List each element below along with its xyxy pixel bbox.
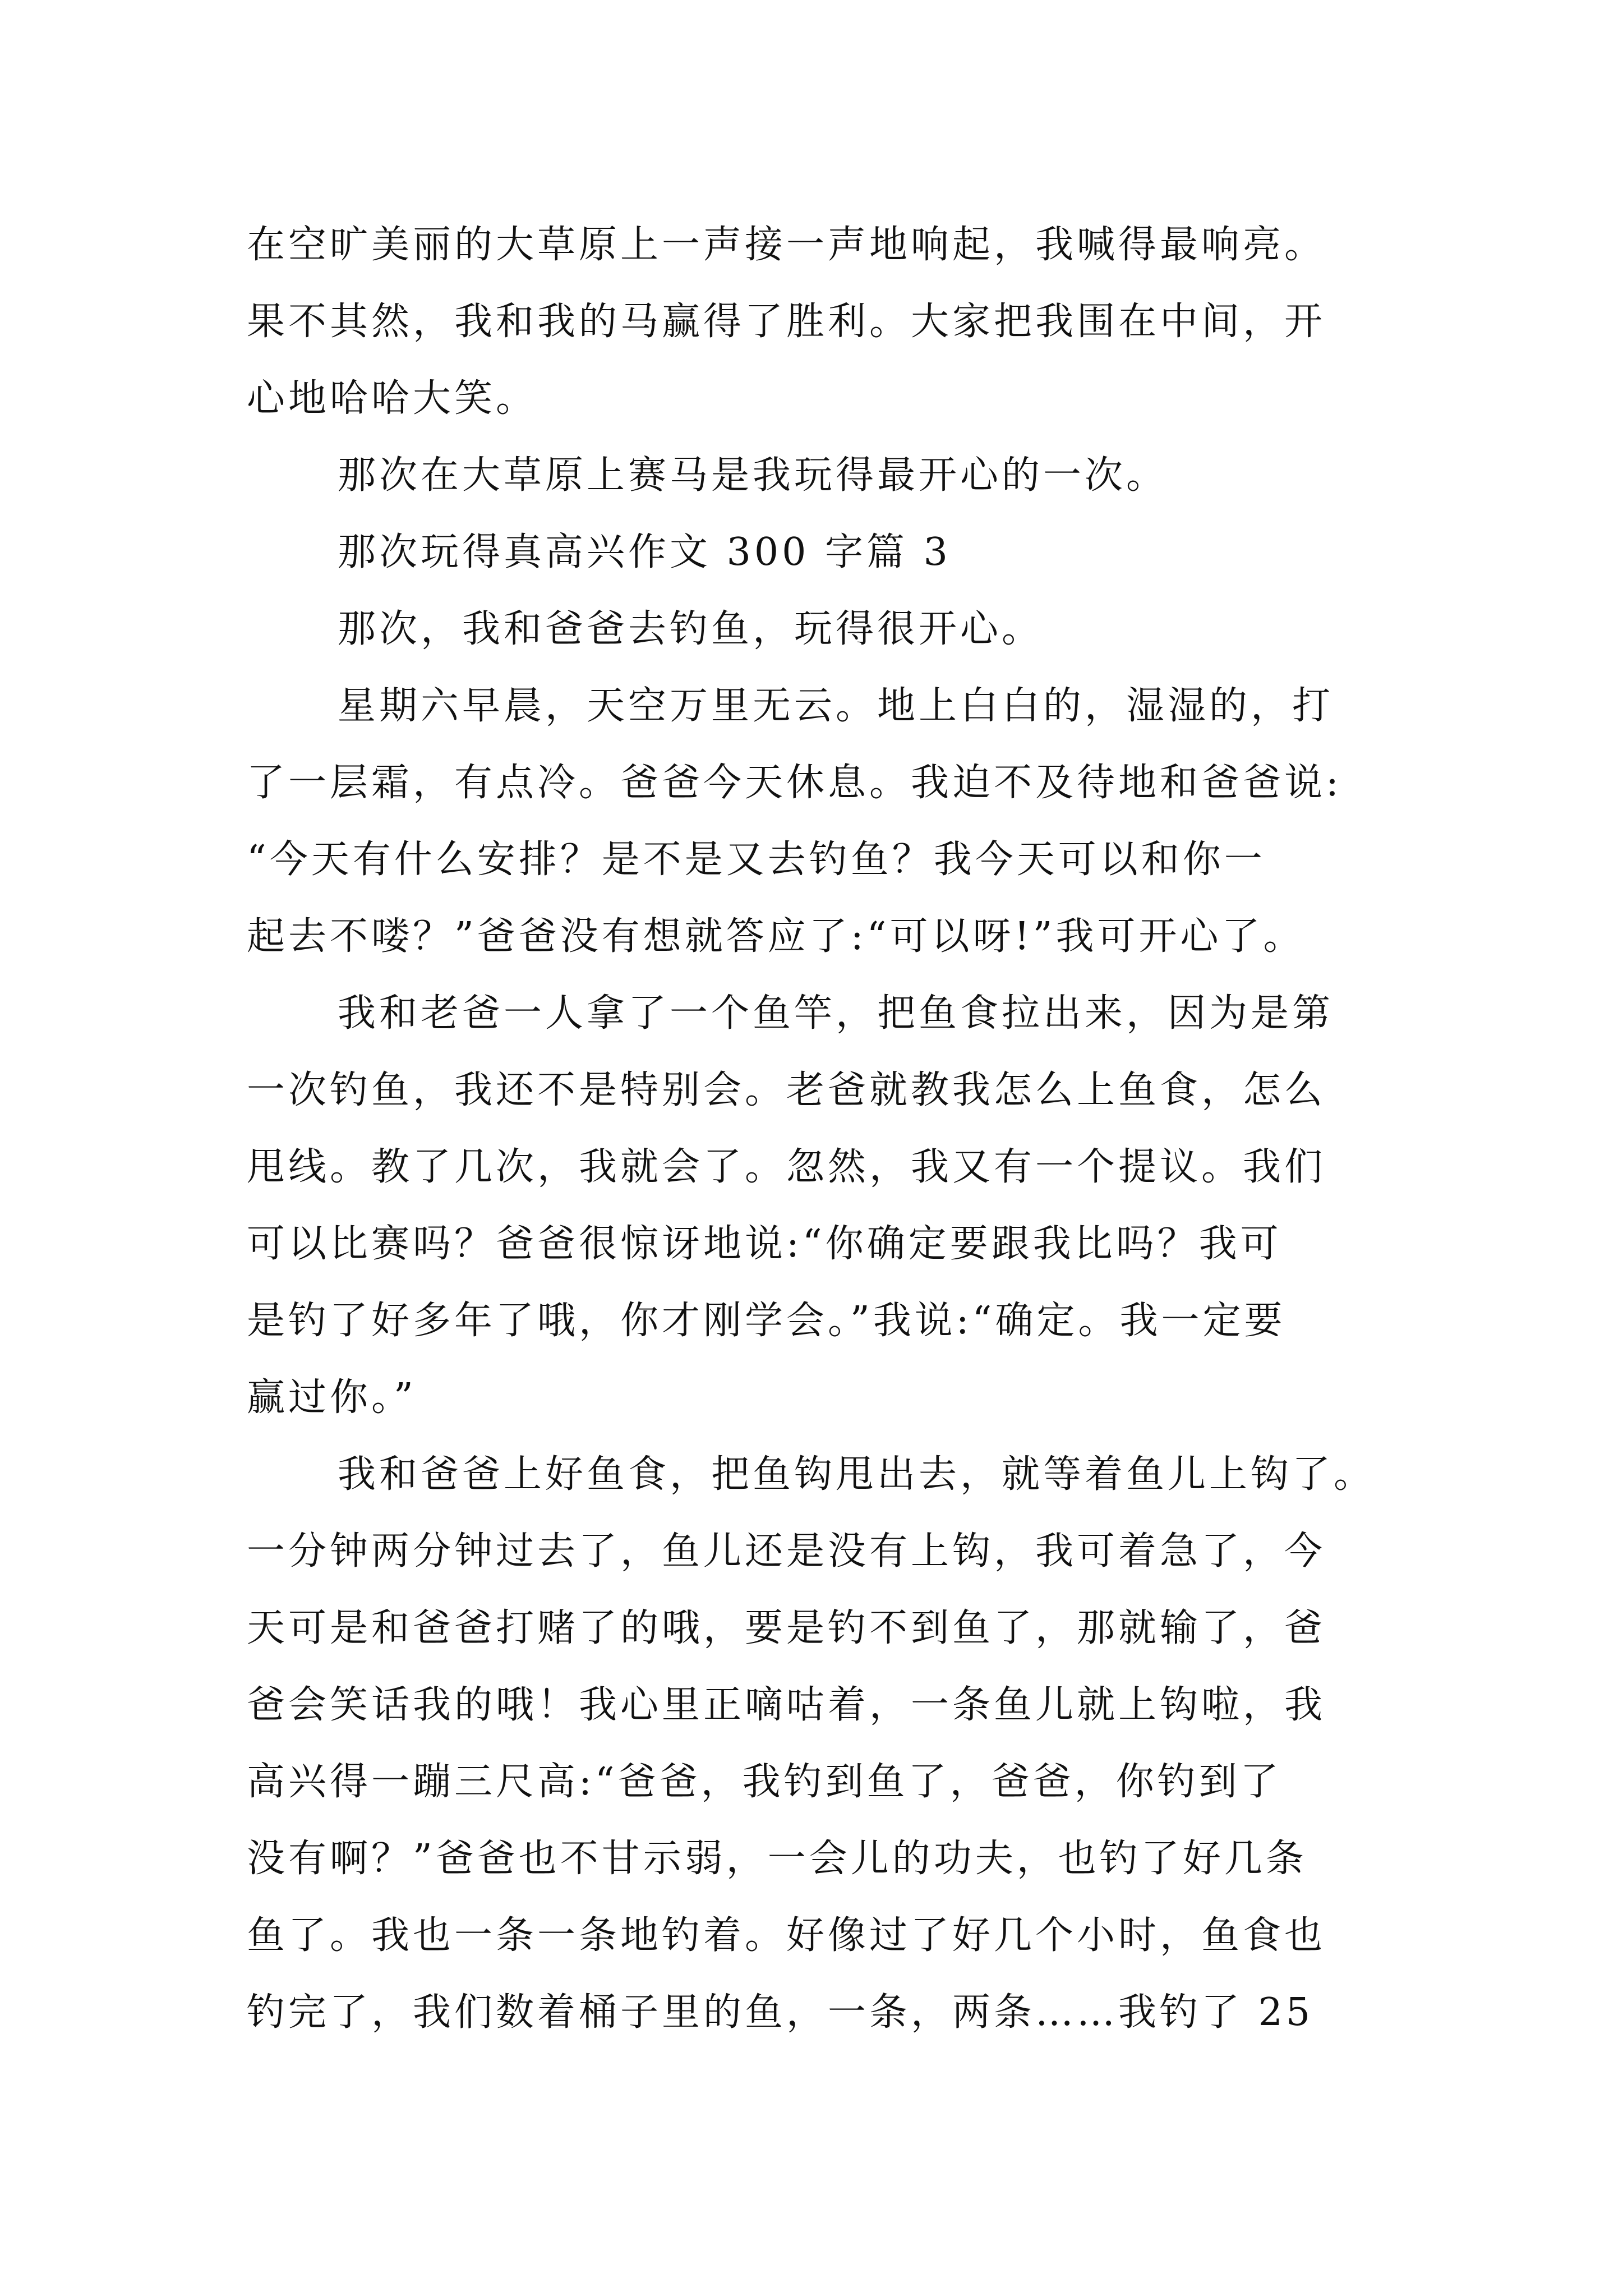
- text-line: 是钓了好多年了哦，你才刚学会。”我说:“确定。我一定要: [247, 1299, 1286, 1343]
- text-line: 了一层霜，有点冷。爸爸今天休息。我迫不及待地和爸爸说:: [247, 761, 1342, 805]
- text-line: 鱼了。我也一条一条地钓着。好像过了好几个小时，鱼食也: [247, 1913, 1326, 1958]
- paragraph-line: 星期六早晨，天空万里无云。地上白白的，湿湿的，打: [338, 684, 1334, 728]
- paragraph-line: 那次在大草原上赛马是我玩得最开心的一次。: [338, 453, 1168, 498]
- paragraph-line: 我和老爸一人拿了一个鱼竿，把鱼食拉出来，因为是第: [338, 991, 1334, 1036]
- text-line: 可以比赛吗？爸爸很惊讶地说:“你确定要跟我比吗？我可: [247, 1222, 1282, 1266]
- text-line: “今天有什么安排？是不是又去钓鱼？我今天可以和你一: [247, 838, 1266, 882]
- text-line: 一次钓鱼，我还不是特别会。老爸就教我怎么上鱼食，怎么: [247, 1068, 1326, 1112]
- text-line: 赢过你。”: [247, 1375, 417, 1420]
- text-line: 钓完了，我们数着桶子里的鱼，一条，两条……我钓了 25: [247, 1990, 1314, 2035]
- text-line: 爸会笑话我的哦！我心里正嘀咕着，一条鱼儿就上钩啦，我: [247, 1683, 1326, 1727]
- section-heading: 那次玩得真高兴作文 300 字篇 3: [338, 530, 951, 574]
- text-line: 起去不喽？”爸爸没有想就答应了:“可以呀!”我可开心了。: [247, 914, 1305, 959]
- text-line: 在空旷美丽的大草原上一声接一声地响起，我喊得最响亮。: [247, 223, 1326, 267]
- text-line: 果不其然，我和我的马赢得了胜利。大家把我围在中间，开: [247, 300, 1326, 344]
- text-line: 天可是和爸爸打赌了的哦，要是钓不到鱼了，那就输了，爸: [247, 1606, 1326, 1650]
- body-text: [247, 206, 1396, 2051]
- text-line: 甩线。教了几次，我就会了。忽然，我又有一个提议。我们: [247, 1145, 1326, 1189]
- paragraph-line: 我和爸爸上好鱼食，把鱼钩甩出去，就等着鱼儿上钩了。: [338, 1452, 1376, 1497]
- text-line: 没有啊？”爸爸也不甘示弱，一会儿的功夫，也钓了好几条: [247, 1837, 1307, 1881]
- text-line: 高兴得一蹦三尺高:“爸爸，我钓到鱼了，爸爸，你钓到了: [247, 1760, 1282, 1804]
- text-line: 一分钟两分钟过去了，鱼儿还是没有上钩，我可着急了，今: [247, 1529, 1326, 1573]
- text-line: 心地哈哈大笑。: [247, 376, 538, 421]
- paragraph-line: 那次，我和爸爸去钓鱼，玩得很开心。: [338, 607, 1044, 651]
